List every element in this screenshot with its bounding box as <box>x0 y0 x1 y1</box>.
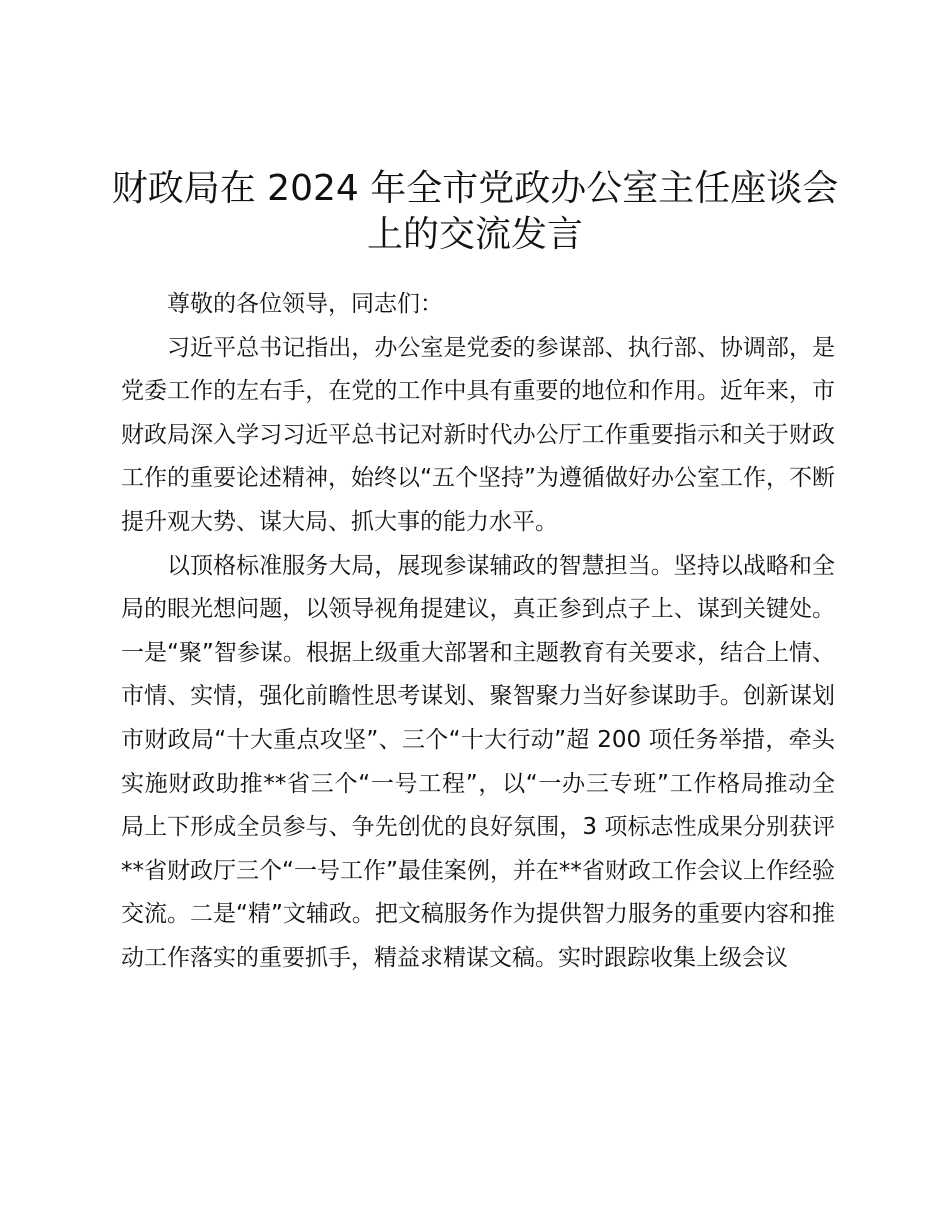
title-line-2: 上的交流发言 <box>366 214 583 255</box>
salutation: 尊敬的各位领导，同志们： <box>167 291 443 317</box>
document-title <box>100 166 850 258</box>
paragraph-intro: 习近平总书记指出，办公室是党委的参谋部、执行部、协调部，是党委工作的左右手，在党的工作中具有重要的地位和作用。近年来，市财政局深入学习习近平总书记对新时代办公厅工作重要指示和关于财政工作的重要论述精神，始终以“五个坚持”为遵循做好办公室工作，不断提升观大势、谋大局、抓大事的能力水平。 <box>121 334 835 535</box>
paragraph-service-overall: 以顶格标准服务大局，展现参谋辅政的智慧担当。坚持以战略和全局的眼光想问题，以领导视角提建议，真正参到点子上、谋到关键处。一是“聚”智参谋。根据上级重大部署和主题教育有关要求，结合上情、市情、实情，强化前瞻性思考谋划、聚智聚力当好参谋助手。创新谋划市财政局“十大重点攻坚”、三个“十大行动”超 200 项任务举措，牵头实施财政助推**省三个“一号工程”，以“一办三专班”工作格局推动全局上下形成全员参与、争先创优的良好氛围，3 项标志性成果分别获评**省财政厅三个“一号工作”最佳案例，并在**省财政工作会议上作经验交流。二是“精”文辅政。把文稿服务作为提供智力服务的重要内容和推动工作落实的重要抓手，精益求精谋文稿。实时跟踪收集上级会议 <box>121 552 835 971</box>
document-body <box>121 283 835 981</box>
title-line-1: 财政局在 2024 年全市党政办公室主任座谈会 <box>111 168 839 209</box>
